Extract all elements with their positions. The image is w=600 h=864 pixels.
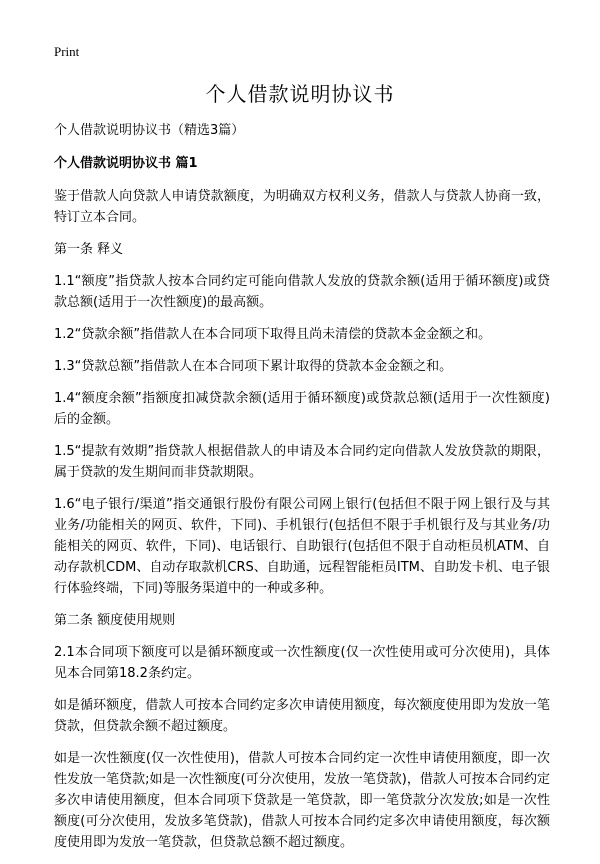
paragraph-1-1: 1.1“额度”指贷款人按本合同约定可能向借款人发放的贷款余额(适用于循环额度)或贷款总额(适用于一次性额度)的最高额。 xyxy=(54,274,550,310)
document-subtitle: 个人借款说明协议书（精选3篇） xyxy=(54,123,245,138)
paragraph-1-6: 1.6“电子银行/渠道”指交通银行股份有限公司网上银行(包括但不限于网上银行及与其业务/功能相关的网页、软件，下同)、手机银行(包括但不限于手机银行及与其业务/功能相关的网页、软件，下同)、电话银行、自助银行(包括但不限于自动柜员机ATM、自动存款机CDM、自动存取款机CRS、自助通，远程智能柜员ITM、自助发卡机、电子银行体验终端，下同)等服务渠道中的一种或多种。 xyxy=(54,497,550,596)
paragraph-preamble: 鉴于借款人向贷款人申请贷款额度，为明确双方权利义务，借款人与贷款人协商一致，特订立本合同。 xyxy=(54,189,550,225)
paragraph-one-time: 如是一次性额度(仅一次性使用)，借款人可按本合同约定一次性申请使用额度，即一次性发放一笔贷款;如是一次性额度(可分次使用，发放一笔贷款)，借款人可按本合同约定多次申请使用额度，但本合同项下贷款是一笔贷款，即一笔贷款分次发放;如是一次性额度(可分次使用，发放多笔贷款)，借款人可按本合同约定多次申请使用额度，每次额度使用即为发放一笔贷款，但贷款总额不超过额度。 xyxy=(54,751,550,850)
section-heading: 个人借款说明协议书 篇1 xyxy=(54,156,198,171)
article-heading-1: 第一条 释义 xyxy=(54,242,124,257)
article-heading-2: 第二条 额度使用规则 xyxy=(54,613,176,628)
document-body xyxy=(54,120,550,864)
paragraph-1-3: 1.3“贷款总额”指借款人在本合同项下累计取得的贷款本金金额之和。 xyxy=(54,359,453,374)
document-title: 个人借款说明协议书 xyxy=(205,82,395,106)
paragraph-2-1: 2.1本合同项下额度可以是循环额度或一次性额度(仅一次性使用或可分次使用)，具体见本合同第18.2条约定。 xyxy=(54,645,550,681)
paragraph-1-4: 1.4“额度余额”指额度扣减贷款余额(适用于循环额度)或贷款总额(适用于一次性额度)后的金额。 xyxy=(54,391,550,427)
paragraph-1-5: 1.5“提款有效期”指贷款人根据借款人的申请及本合同约定向借款人发放贷款的期限，属于贷款的发生期间而非贷款期限。 xyxy=(54,444,550,480)
paragraph-1-2: 1.2“贷款余额”指借款人在本合同项下取得且尚未清偿的贷款本金金额之和。 xyxy=(54,327,492,342)
paragraph-revolving: 如是循环额度，借款人可按本合同约定多次申请使用额度，每次额度使用即为发放一笔贷款，但贷款余额不超过额度。 xyxy=(54,698,550,734)
print-link[interactable]: Print xyxy=(54,44,80,59)
